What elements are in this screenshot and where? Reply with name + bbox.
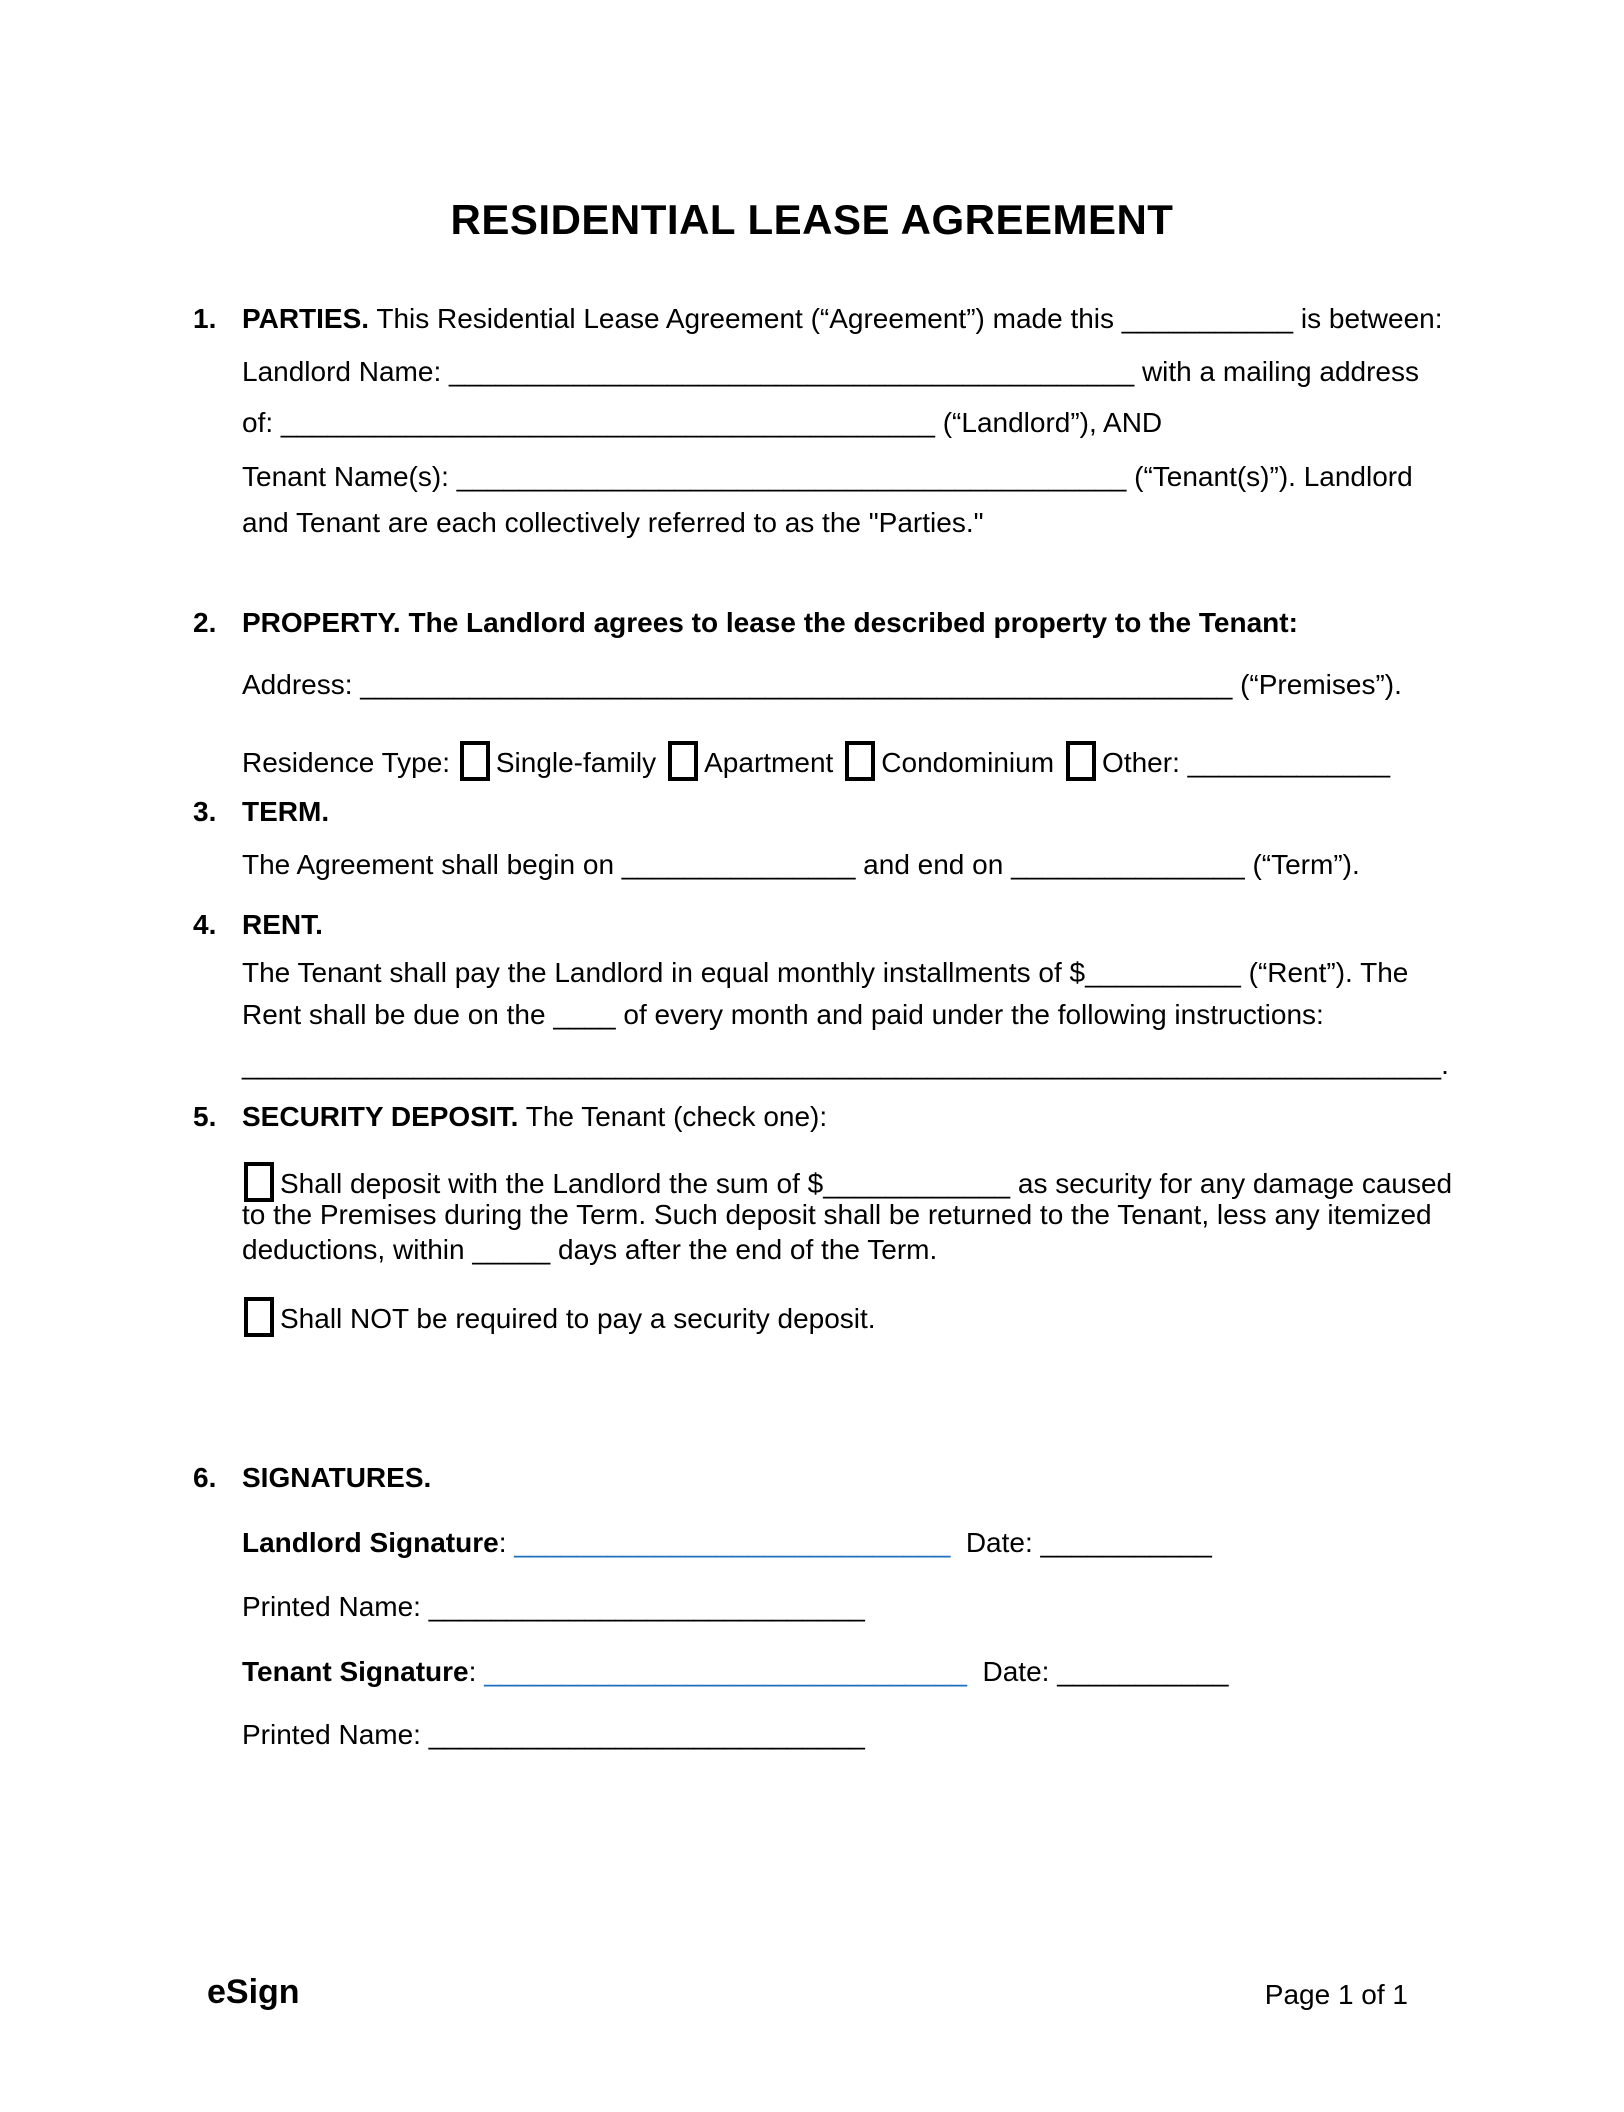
checkbox-shall-deposit[interactable] — [244, 1162, 274, 1202]
landlord-date-field[interactable]: ___________ — [1040, 1527, 1212, 1558]
tenant-signature-row — [242, 1654, 1229, 1690]
parties-tenant-name-line[interactable]: Tenant Name(s): ___________________________________________ (“Tenant(s)”). Landlord — [242, 461, 1413, 492]
parties-mailing-address-line[interactable]: of: __________________________________________ (“Landlord”), AND — [242, 407, 1163, 438]
term-dates-line[interactable]: The Agreement shall begin on _______________ and end on _______________ (“Term”). — [242, 849, 1360, 880]
landlord-signature-row — [242, 1525, 1212, 1561]
property-heading-text: The Landlord agrees to lease the described property to the Tenant: — [400, 607, 1298, 638]
label-separator: : — [468, 1656, 485, 1687]
tenant-printed-name-field[interactable]: ____________________________ — [428, 1719, 865, 1750]
deposit-option2-text: Shall NOT be required to pay a security deposit. — [280, 1303, 876, 1334]
rent-heading-line: RENT. — [242, 909, 323, 940]
security-deposit-heading-label: SECURITY DEPOSIT. — [242, 1101, 519, 1132]
residence-option-label: Condominium — [881, 747, 1055, 778]
checkbox-other[interactable] — [1066, 741, 1096, 781]
printed-name-label: Printed Name: — [242, 1591, 429, 1622]
printed-name-label: Printed Name: — [242, 1719, 429, 1750]
tenant-signature-label: Tenant Signature — [242, 1656, 469, 1687]
page-indicator: Page 1 of 1 — [1264, 1979, 1408, 2010]
parties-heading-label: PARTIES. — [242, 303, 370, 334]
document-title: RESIDENTIAL LEASE AGREEMENT — [450, 196, 1174, 243]
label-separator: : — [498, 1527, 515, 1558]
property-heading-label: PROPERTY. — [242, 607, 401, 638]
landlord-signature-field[interactable]: ____________________________ — [514, 1527, 951, 1558]
checkbox-apartment[interactable] — [668, 741, 698, 781]
parties-heading-text: This Residential Lease Agreement (“Agreement”) made this ___________ is between: — [369, 303, 1443, 334]
rent-amount-line[interactable]: The Tenant shall pay the Landlord in equal monthly installments of $__________ (“Rent”). The — [242, 957, 1409, 988]
section-number-parties: 1. — [193, 303, 217, 334]
date-label: Date: — [966, 1656, 1058, 1687]
section-number-security-deposit: 5. — [193, 1101, 217, 1132]
rent-due-date-line[interactable]: Rent shall be due on the ____ of every month and paid under the following instructions: — [242, 999, 1324, 1030]
property-residence-type-line — [242, 741, 1400, 781]
section-number-property: 2. — [193, 607, 217, 638]
tenant-printed-name-row — [242, 1717, 865, 1753]
section-number-rent: 4. — [193, 909, 217, 940]
deposit-option1-line2: to the Premises during the Term. Such deposit shall be returned to the Tenant, less any itemized — [242, 1199, 1432, 1230]
date-label: Date: — [950, 1527, 1041, 1558]
deposit-option1-text1[interactable]: Shall deposit with the Landlord the sum of $____________ as security for any damage caused — [280, 1168, 1453, 1199]
section-number-signatures: 6. — [193, 1462, 217, 1493]
residence-type-label: Residence Type: — [242, 747, 458, 778]
parties-heading-line — [242, 301, 1443, 337]
deposit-option1-line1 — [242, 1162, 1452, 1202]
property-address-line[interactable]: Address: ________________________________________________________ (“Premises”). — [242, 669, 1402, 700]
section-number-term: 3. — [193, 796, 217, 827]
term-heading-line: TERM. — [242, 796, 330, 827]
property-heading-line — [242, 605, 1298, 641]
residence-option-label: Single-family — [495, 747, 657, 778]
rent-instructions-blank-line[interactable]: _____________________________________________________________________________. — [242, 1049, 1449, 1080]
security-deposit-heading-line — [242, 1099, 827, 1135]
landlord-printed-name-row — [242, 1589, 865, 1625]
landlord-printed-name-field[interactable]: ____________________________ — [428, 1591, 865, 1622]
tenant-signature-field[interactable]: _______________________________ — [484, 1656, 967, 1687]
parties-landlord-name-line[interactable]: Landlord Name: ____________________________________________ with a mailing address — [242, 356, 1419, 387]
deposit-option1-line3[interactable]: deductions, within _____ days after the end of the Term. — [242, 1234, 938, 1265]
deposit-option2-line — [242, 1297, 876, 1337]
checkbox-shall-not-deposit[interactable] — [244, 1297, 274, 1337]
landlord-signature-label: Landlord Signature — [242, 1527, 499, 1558]
signatures-heading-line: SIGNATURES. — [242, 1462, 432, 1493]
checkbox-condominium[interactable] — [845, 741, 875, 781]
checkbox-single-family[interactable] — [460, 741, 490, 781]
esign-logo: eSign — [207, 1973, 300, 2011]
residence-option-label: Apartment — [704, 747, 834, 778]
tenant-date-field[interactable]: ___________ — [1057, 1656, 1229, 1687]
parties-closing-line: and Tenant are each collectively referred to as the "Parties." — [242, 507, 984, 538]
residence-option-label-other[interactable]: Other: _____________ — [1102, 747, 1391, 778]
security-deposit-heading-text: The Tenant (check one): — [518, 1101, 828, 1132]
